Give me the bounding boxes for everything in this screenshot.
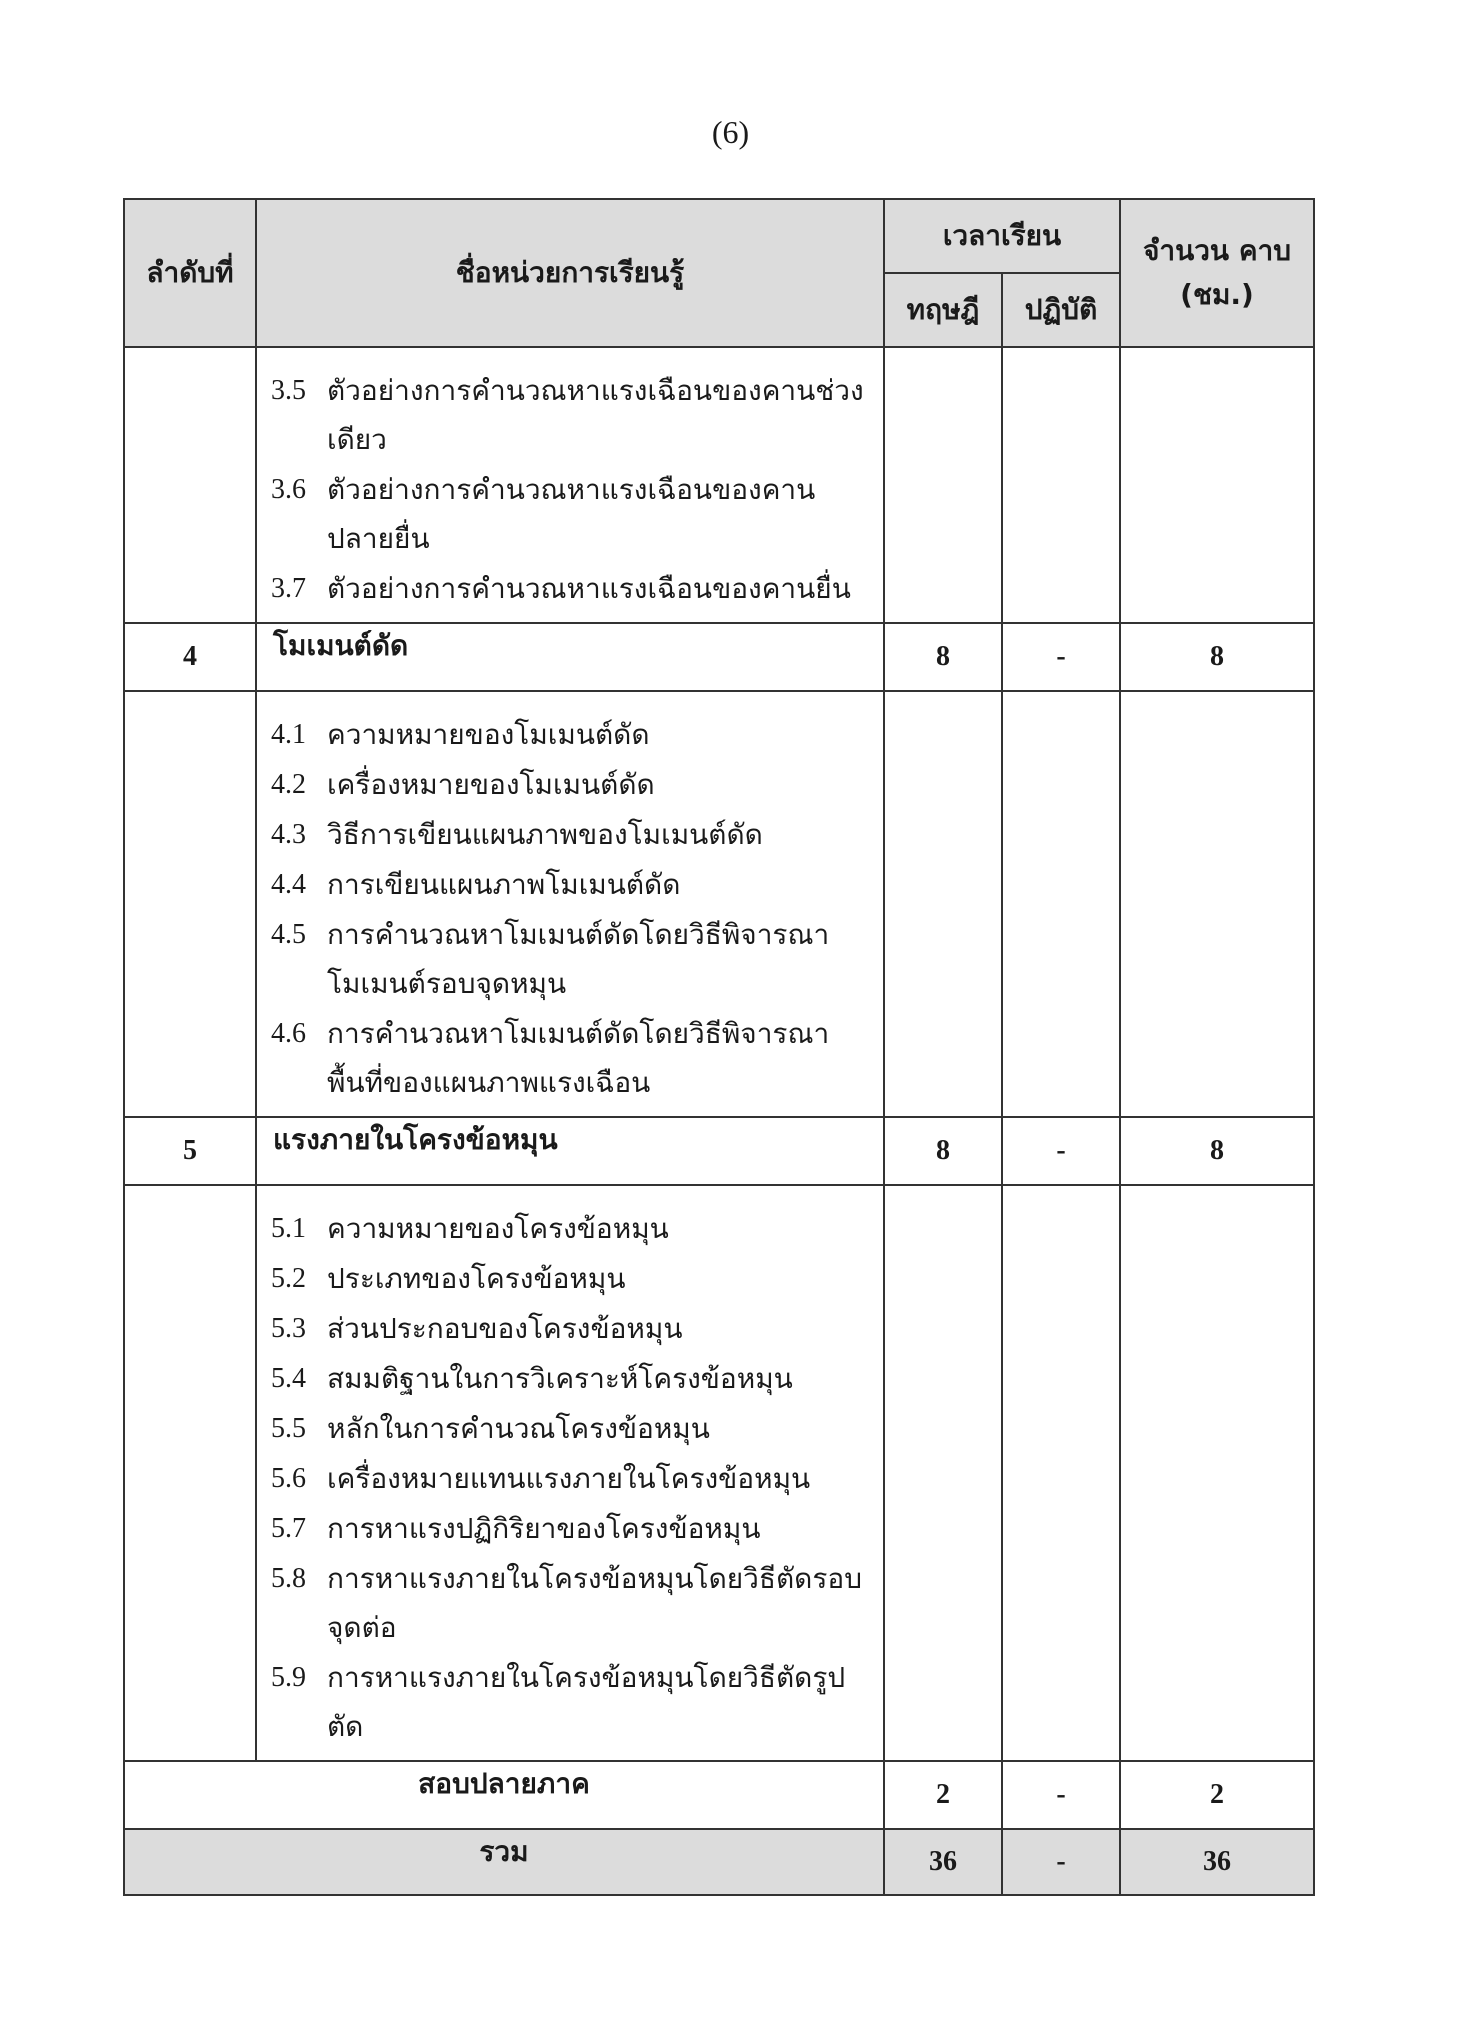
sub-topic-text: หลักในการคำนวณโครงข้อหมุน bbox=[327, 1412, 710, 1445]
header-unit-name: ชื่อหน่วยการเรียนรู้ bbox=[256, 199, 884, 347]
sub-topic-item bbox=[271, 1009, 873, 1107]
sub-topic-number: 4.4 bbox=[271, 869, 306, 900]
total-label: รวม bbox=[124, 1829, 884, 1895]
unit-practice: - bbox=[1002, 1117, 1120, 1185]
sub-topic-number: 5.5 bbox=[271, 1413, 306, 1444]
sub-topic-number: 5.4 bbox=[271, 1363, 306, 1394]
sub-topic-item bbox=[271, 1554, 873, 1652]
sub-topic-number: 5.3 bbox=[271, 1313, 306, 1344]
unit-practice: - bbox=[1002, 623, 1120, 691]
unit-hours: 8 bbox=[1120, 1117, 1314, 1185]
header-theory: ทฤษฎี bbox=[884, 273, 1002, 347]
unit-seq: 5 bbox=[124, 1117, 256, 1185]
sub-topic-number: 4.5 bbox=[271, 919, 306, 950]
sub-topic-text: ความหมายของโครงข้อหมุน bbox=[327, 1212, 669, 1245]
unit-items-list bbox=[256, 1185, 884, 1761]
unit-title: โมเมนต์ดัด bbox=[256, 623, 884, 691]
unit-hours: 8 bbox=[1120, 623, 1314, 691]
sub-topic-number: 5.2 bbox=[271, 1263, 306, 1294]
sub-topic-text: การเขียนแผนภาพโมเมนต์ดัด bbox=[327, 868, 681, 901]
sub-topic-text: ตัวอย่างการคำนวณหาแรงเฉือนของคานช่วงเดียว bbox=[327, 374, 864, 456]
sub-topic-number: 3.5 bbox=[271, 375, 306, 406]
sub-topic-item bbox=[271, 860, 873, 909]
final-exam-hours: 2 bbox=[1120, 1761, 1314, 1829]
sub-topic-number: 5.8 bbox=[271, 1563, 306, 1594]
unit-items-row-5 bbox=[124, 1185, 1314, 1761]
final-exam-label: สอบปลายภาค bbox=[124, 1761, 884, 1829]
sub-topic-text: ความหมายของโมเมนต์ดัด bbox=[327, 718, 650, 751]
sub-topic-number: 5.1 bbox=[271, 1213, 306, 1244]
sub-topic-text: ส่วนประกอบของโครงข้อหมุน bbox=[327, 1312, 683, 1345]
sub-topic-number: 3.6 bbox=[271, 474, 306, 505]
unit-items-row-4 bbox=[124, 691, 1314, 1117]
final-exam-row bbox=[124, 1761, 1314, 1829]
sub-topic-item bbox=[271, 810, 873, 859]
unit-row-5 bbox=[124, 1117, 1314, 1185]
sub-topic-text: การหาแรงปฏิกิริยาของโครงข้อหมุน bbox=[327, 1512, 761, 1545]
unit-theory: 8 bbox=[884, 1117, 1002, 1185]
page-number: (6) bbox=[711, 114, 750, 150]
sub-topic-item bbox=[271, 1304, 873, 1353]
header-hours: จำนวน คาบ (ชม.) bbox=[1120, 199, 1314, 347]
sub-topic-number: 3.7 bbox=[271, 573, 306, 604]
sub-topic-number: 5.6 bbox=[271, 1463, 306, 1494]
sub-topic-text: ตัวอย่างการคำนวณหาแรงเฉือนของคานยื่น bbox=[327, 572, 851, 605]
sub-topic-number: 5.7 bbox=[271, 1513, 306, 1544]
sub-topic-item bbox=[271, 1653, 873, 1751]
unit-row-4 bbox=[124, 623, 1314, 691]
total-row bbox=[124, 1829, 1314, 1895]
sub-topic-number: 4.6 bbox=[271, 1018, 306, 1049]
unit-seq: 4 bbox=[124, 623, 256, 691]
sub-topic-item bbox=[271, 1454, 873, 1503]
total-theory: 36 bbox=[884, 1829, 1002, 1895]
sub-topic-text: ประเภทของโครงข้อหมุน bbox=[327, 1262, 626, 1295]
course-schedule-table bbox=[123, 198, 1315, 1896]
continued-items-row bbox=[124, 347, 1314, 623]
sub-topic-text: การคำนวณหาโมเมนต์ดัดโดยวิธีพิจารณาโมเมนต์รอบจุดหมุน bbox=[327, 918, 830, 1000]
sub-topic-text: เครื่องหมายแทนแรงภายในโครงข้อหมุน bbox=[327, 1462, 811, 1495]
unit-items-list bbox=[256, 691, 884, 1117]
final-exam-theory: 2 bbox=[884, 1761, 1002, 1829]
sub-topic-number: 4.2 bbox=[271, 769, 306, 800]
sub-topic-text: การหาแรงภายในโครงข้อหมุนโดยวิธีตัดรูปตัด bbox=[327, 1661, 846, 1743]
header-seq: ลำดับที่ bbox=[124, 199, 256, 347]
sub-topic-text: เครื่องหมายของโมเมนต์ดัด bbox=[327, 768, 655, 801]
sub-topic-item bbox=[271, 1254, 873, 1303]
sub-topic-item bbox=[271, 1354, 873, 1403]
sub-topic-item bbox=[271, 1504, 873, 1553]
sub-topic-item bbox=[271, 1204, 873, 1253]
unit-theory: 8 bbox=[884, 623, 1002, 691]
sub-topic-text: การคำนวณหาโมเมนต์ดัดโดยวิธีพิจารณาพื้นที่ของแผนภาพแรงเฉือน bbox=[327, 1017, 830, 1099]
total-practice: - bbox=[1002, 1829, 1120, 1895]
header-practice: ปฏิบัติ bbox=[1002, 273, 1120, 347]
sub-topic-text: สมมติฐานในการวิเคราะห์โครงข้อหมุน bbox=[327, 1362, 793, 1395]
final-exam-practice: - bbox=[1002, 1761, 1120, 1829]
sub-topic-number: 5.9 bbox=[271, 1662, 306, 1693]
sub-topic-item bbox=[271, 465, 873, 563]
sub-topic-text: การหาแรงภายในโครงข้อหมุนโดยวิธีตัดรอบจุดต่อ bbox=[327, 1562, 862, 1644]
sub-topic-number: 4.1 bbox=[271, 719, 306, 750]
sub-topic-number: 4.3 bbox=[271, 819, 306, 850]
header-study-time: เวลาเรียน bbox=[884, 199, 1120, 273]
sub-topic-item bbox=[271, 366, 873, 464]
sub-topic-item bbox=[271, 710, 873, 759]
unit-title: แรงภายในโครงข้อหมุน bbox=[256, 1117, 884, 1185]
sub-topic-item bbox=[271, 910, 873, 1008]
sub-topic-item bbox=[271, 1404, 873, 1453]
total-hours: 36 bbox=[1120, 1829, 1314, 1895]
continued-items-list bbox=[256, 347, 884, 623]
sub-topic-text: ตัวอย่างการคำนวณหาแรงเฉือนของคานปลายยื่น bbox=[327, 473, 816, 555]
sub-topic-item bbox=[271, 564, 873, 613]
sub-topic-text: วิธีการเขียนแผนภาพของโมเมนต์ดัด bbox=[327, 818, 763, 851]
sub-topic-item bbox=[271, 760, 873, 809]
